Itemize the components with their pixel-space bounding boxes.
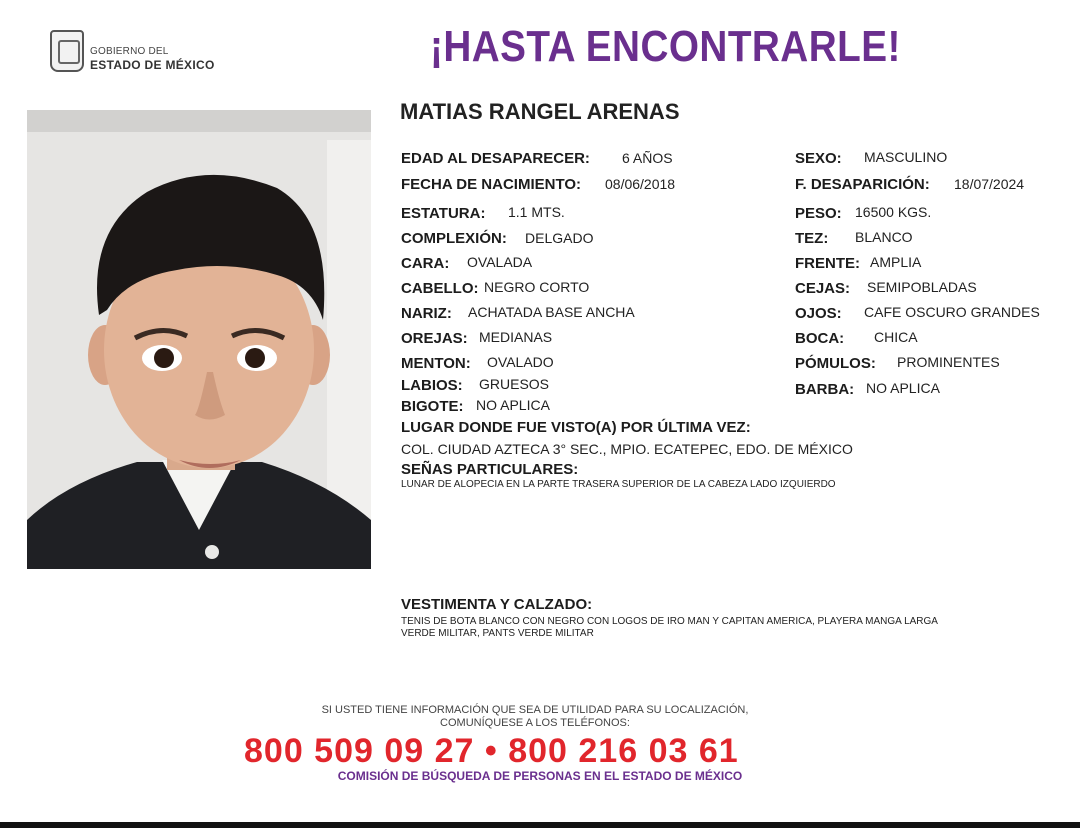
particular-marks-value: LUNAR DE ALOPECIA EN LA PARTE TRASERA SUPERIOR DE LA CABEZA LADO IZQUIERDO xyxy=(401,479,836,490)
sex-value: MASCULINO xyxy=(864,149,948,165)
beard-label: BARBA: xyxy=(795,381,855,398)
clothing-label: VESTIMENTA Y CALZADO: xyxy=(401,596,593,613)
face-label: CARA: xyxy=(401,255,450,272)
eyes-label: OJOS: xyxy=(795,305,842,322)
disappearance-date-label: F. DESAPARICIÓN: xyxy=(795,176,930,193)
gov-line-2: ESTADO DE MÉXICO xyxy=(90,58,215,72)
state-seal-icon xyxy=(50,30,84,72)
disappearance-date-value: 18/07/2024 xyxy=(954,176,1025,192)
sex-label: SEXO: xyxy=(795,150,842,167)
nose-value: ACHATADA BASE ANCHA xyxy=(468,304,635,320)
particular-marks-label: SEÑAS PARTICULARES: xyxy=(401,461,579,478)
eyebrows-value: SEMIPOBLADAS xyxy=(867,279,977,295)
mustache-label: BIGOTE: xyxy=(401,398,464,415)
build-label: COMPLEXIÓN: xyxy=(401,230,507,247)
chin-label: MENTON: xyxy=(401,355,471,372)
contact-info-line-2: COMUNÍQUESE A LOS TELÉFONOS: xyxy=(440,717,630,729)
government-logo xyxy=(50,30,220,76)
lips-label: LABIOS: xyxy=(401,377,463,394)
contact-info-line-1: SI USTED TIENE INFORMACIÓN QUE SEA DE UTILIDAD PARA SU LOCALIZACIÓN, xyxy=(321,704,749,716)
hair-label: CABELLO: xyxy=(401,280,479,297)
age-value: 6 AÑOS xyxy=(622,150,673,166)
eyebrows-label: CEJAS: xyxy=(795,280,851,297)
mouth-value: CHICA xyxy=(874,329,918,345)
ears-label: OREJAS: xyxy=(401,330,468,347)
eyes-value: CAFE OSCURO GRANDES xyxy=(864,304,1040,320)
last-seen-value: COL. CIUDAD AZTECA 3° SEC., MPIO. ECATEPEC, EDO. DE MÉXICO xyxy=(401,441,853,457)
beard-value: NO APLICA xyxy=(866,380,940,396)
age-label: EDAD AL DESAPARECER: xyxy=(401,150,590,167)
headline: ¡HASTA ENCONTRARLE! xyxy=(430,22,901,71)
forehead-label: FRENTE: xyxy=(795,255,860,272)
bottom-divider xyxy=(0,822,1080,828)
nose-label: NARIZ: xyxy=(401,305,452,322)
missing-person-photo xyxy=(27,110,371,569)
birthdate-label: FECHA DE NACIMIENTO: xyxy=(401,176,581,193)
complexion-tone-label: TEZ: xyxy=(795,230,829,247)
commission-name: COMISIÓN DE BÚSQUEDA DE PERSONAS EN EL ESTADO DE MÉXICO xyxy=(337,769,743,783)
height-value: 1.1 MTS. xyxy=(508,204,565,220)
mouth-label: BOCA: xyxy=(795,330,845,347)
birthdate-value: 08/06/2018 xyxy=(605,176,676,192)
cheekbones-label: PÓMULOS: xyxy=(795,355,876,372)
cheekbones-value: PROMINENTES xyxy=(897,354,1000,370)
last-seen-label: LUGAR DONDE FUE VISTO(A) POR ÚLTIMA VEZ: xyxy=(401,419,751,436)
lips-value: GRUESOS xyxy=(479,376,550,392)
forehead-value: AMPLIA xyxy=(870,254,922,270)
chin-value: OVALADO xyxy=(487,354,554,370)
build-value: DELGADO xyxy=(525,230,594,246)
clothing-line-2: VERDE MILITAR, PANTS VERDE MILITAR xyxy=(401,628,594,639)
hair-value: NEGRO CORTO xyxy=(484,279,590,295)
ears-value: MEDIANAS xyxy=(479,329,553,345)
gov-line-1: GOBIERNO DEL xyxy=(90,46,169,57)
height-label: ESTATURA: xyxy=(401,205,486,222)
clothing-line-1: TENIS DE BOTA BLANCO CON NEGRO CON LOGOS DE IRO MAN Y CAPITAN AMERICA, PLAYERA MANGA LARGA xyxy=(401,616,938,627)
weight-value: 16500 KGS. xyxy=(855,204,932,220)
person-name: MATIAS RANGEL ARENAS xyxy=(400,99,680,124)
phone-numbers[interactable]: 800 509 09 27 • 800 216 03 61 xyxy=(244,732,739,770)
mustache-value: NO APLICA xyxy=(476,397,550,413)
child-portrait-illustration xyxy=(27,110,371,569)
complexion-tone-value: BLANCO xyxy=(855,229,913,245)
face-value: OVALADA xyxy=(467,254,533,270)
weight-label: PESO: xyxy=(795,205,842,222)
